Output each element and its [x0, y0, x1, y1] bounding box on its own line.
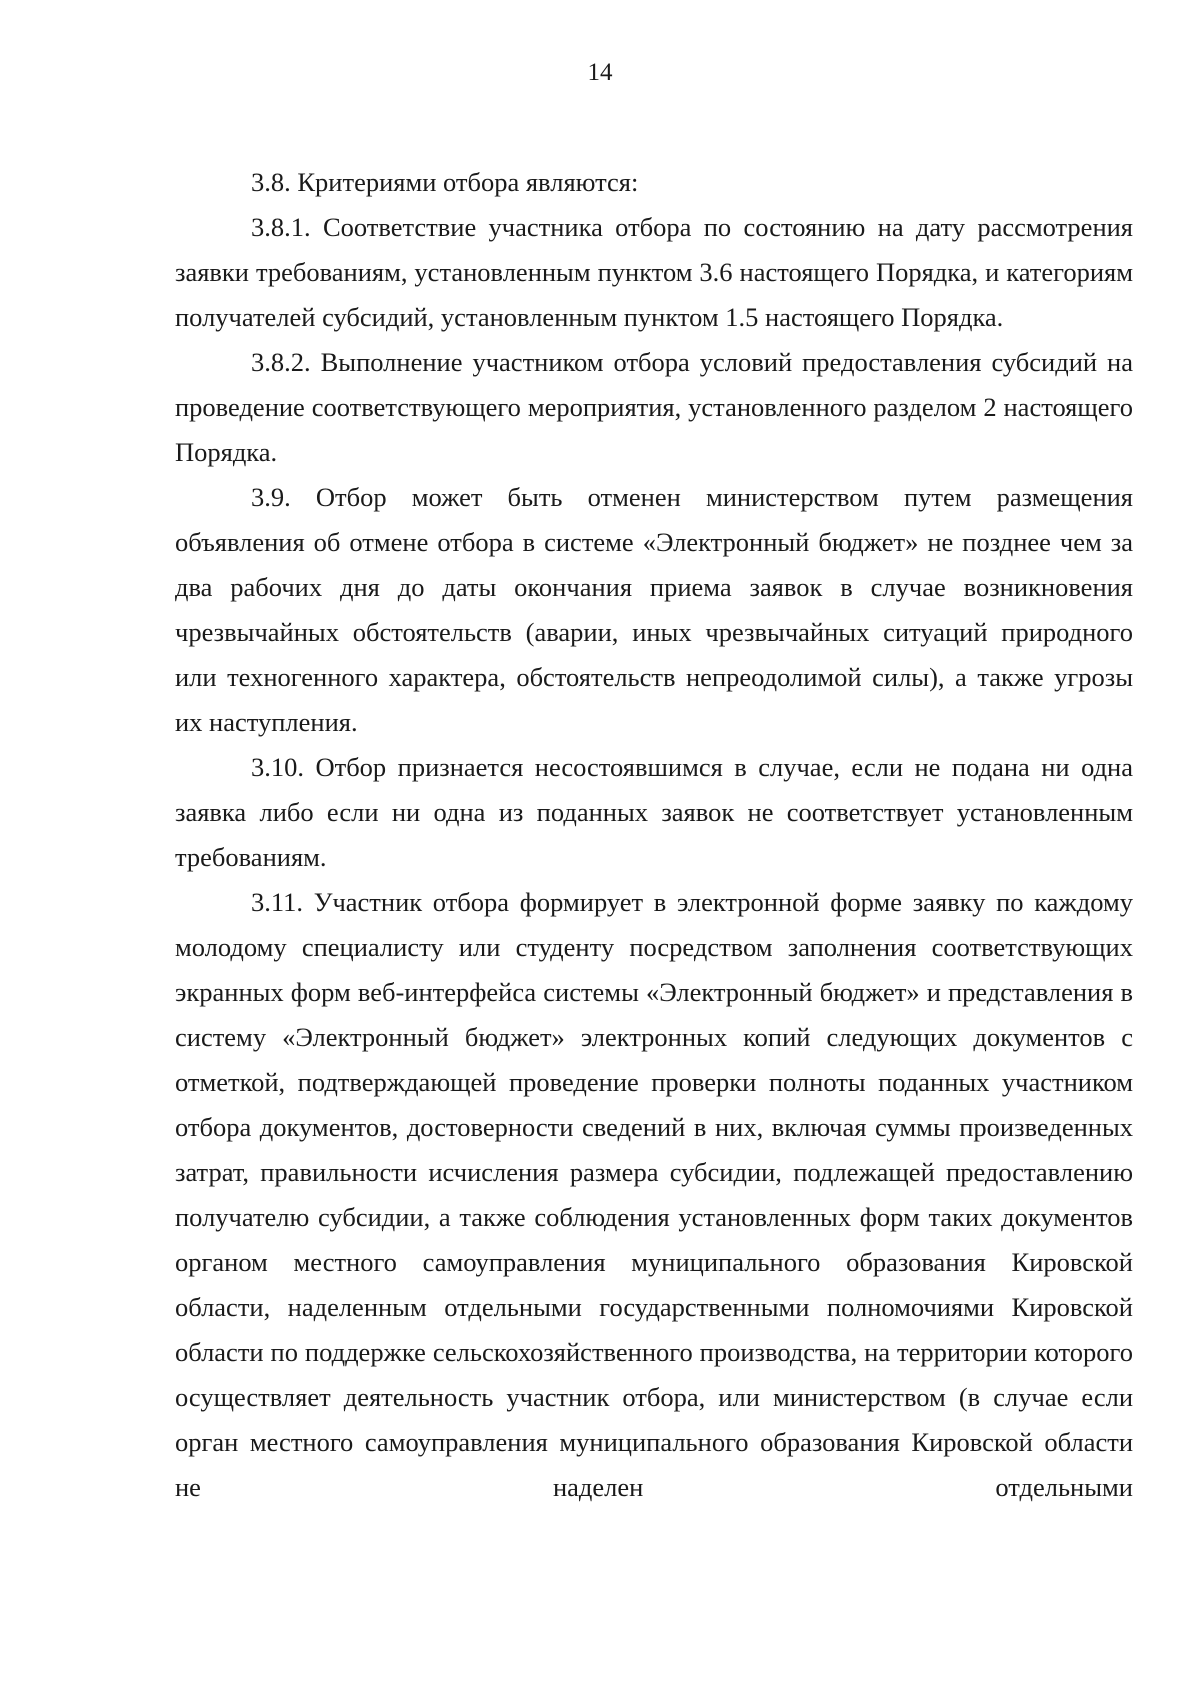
paragraph-3-8-1: 3.8.1. Соответствие участника отбора по состоянию на дату рассмотрения заявки требованиям, установленным пунктом 3.6 настоящего Порядка, и категориям получателей субсидий, установленным пунктом 1.5 настоящего Порядка. [175, 212, 1133, 332]
paragraph-3-9: 3.9. Отбор может быть отменен министерством путем размещения объявления об отмене отбора в системе «Электронный бюджет» не позднее чем за два рабочих дня до даты окончания приема заявок в случае возникновения чрезвычайных обстоятельств (аварии, иных чрезвычайных ситуаций природного или техногенного характера, обстоятельств непреодолимой силы), а также угрозы их наступления. [175, 482, 1133, 737]
paragraph-3-8: 3.8. Критериями отбора являются: [251, 167, 639, 197]
paragraph-3-11: 3.11. Участник отбора формирует в электронной форме заявку по каждому молодому специалисту или студенту посредством заполнения соответствующих экранных форм веб-интерфейса системы «Электронный бюджет» и представления в систему «Электронный бюджет» электронных копий следующих документов с отметкой, подтверждающей проведение проверки полноты поданных участником отбора документов, достоверности сведений в них, включая суммы произведенных затрат, правильности исчисления размера субсидии, подлежащей предоставлению получателю субсидии, а также соблюдения установленных форм таких документов органом местного самоуправления муниципального образования Кировской области, наделенным отдельными государственными полномочиями Кировской области по поддержке сельскохозяйственного производства, на территории которого осуществляет деятельность участник отбора, или министерством (в случае если орган местного самоуправления муниципального образования Кировской области не наделен отдельными [175, 887, 1133, 1502]
paragraph-3-10: 3.10. Отбор признается несостоявшимся в случае, если не подана ни одна заявка либо если ни одна из поданных заявок не соответствует установленным требованиям. [175, 752, 1133, 872]
document-body [175, 160, 1133, 1510]
page-number: 14 [587, 59, 613, 86]
paragraph-3-8-2: 3.8.2. Выполнение участником отбора условий предоставления субсидий на проведение соответствующего мероприятия, установленного разделом 2 настоящего Порядка. [175, 347, 1133, 467]
